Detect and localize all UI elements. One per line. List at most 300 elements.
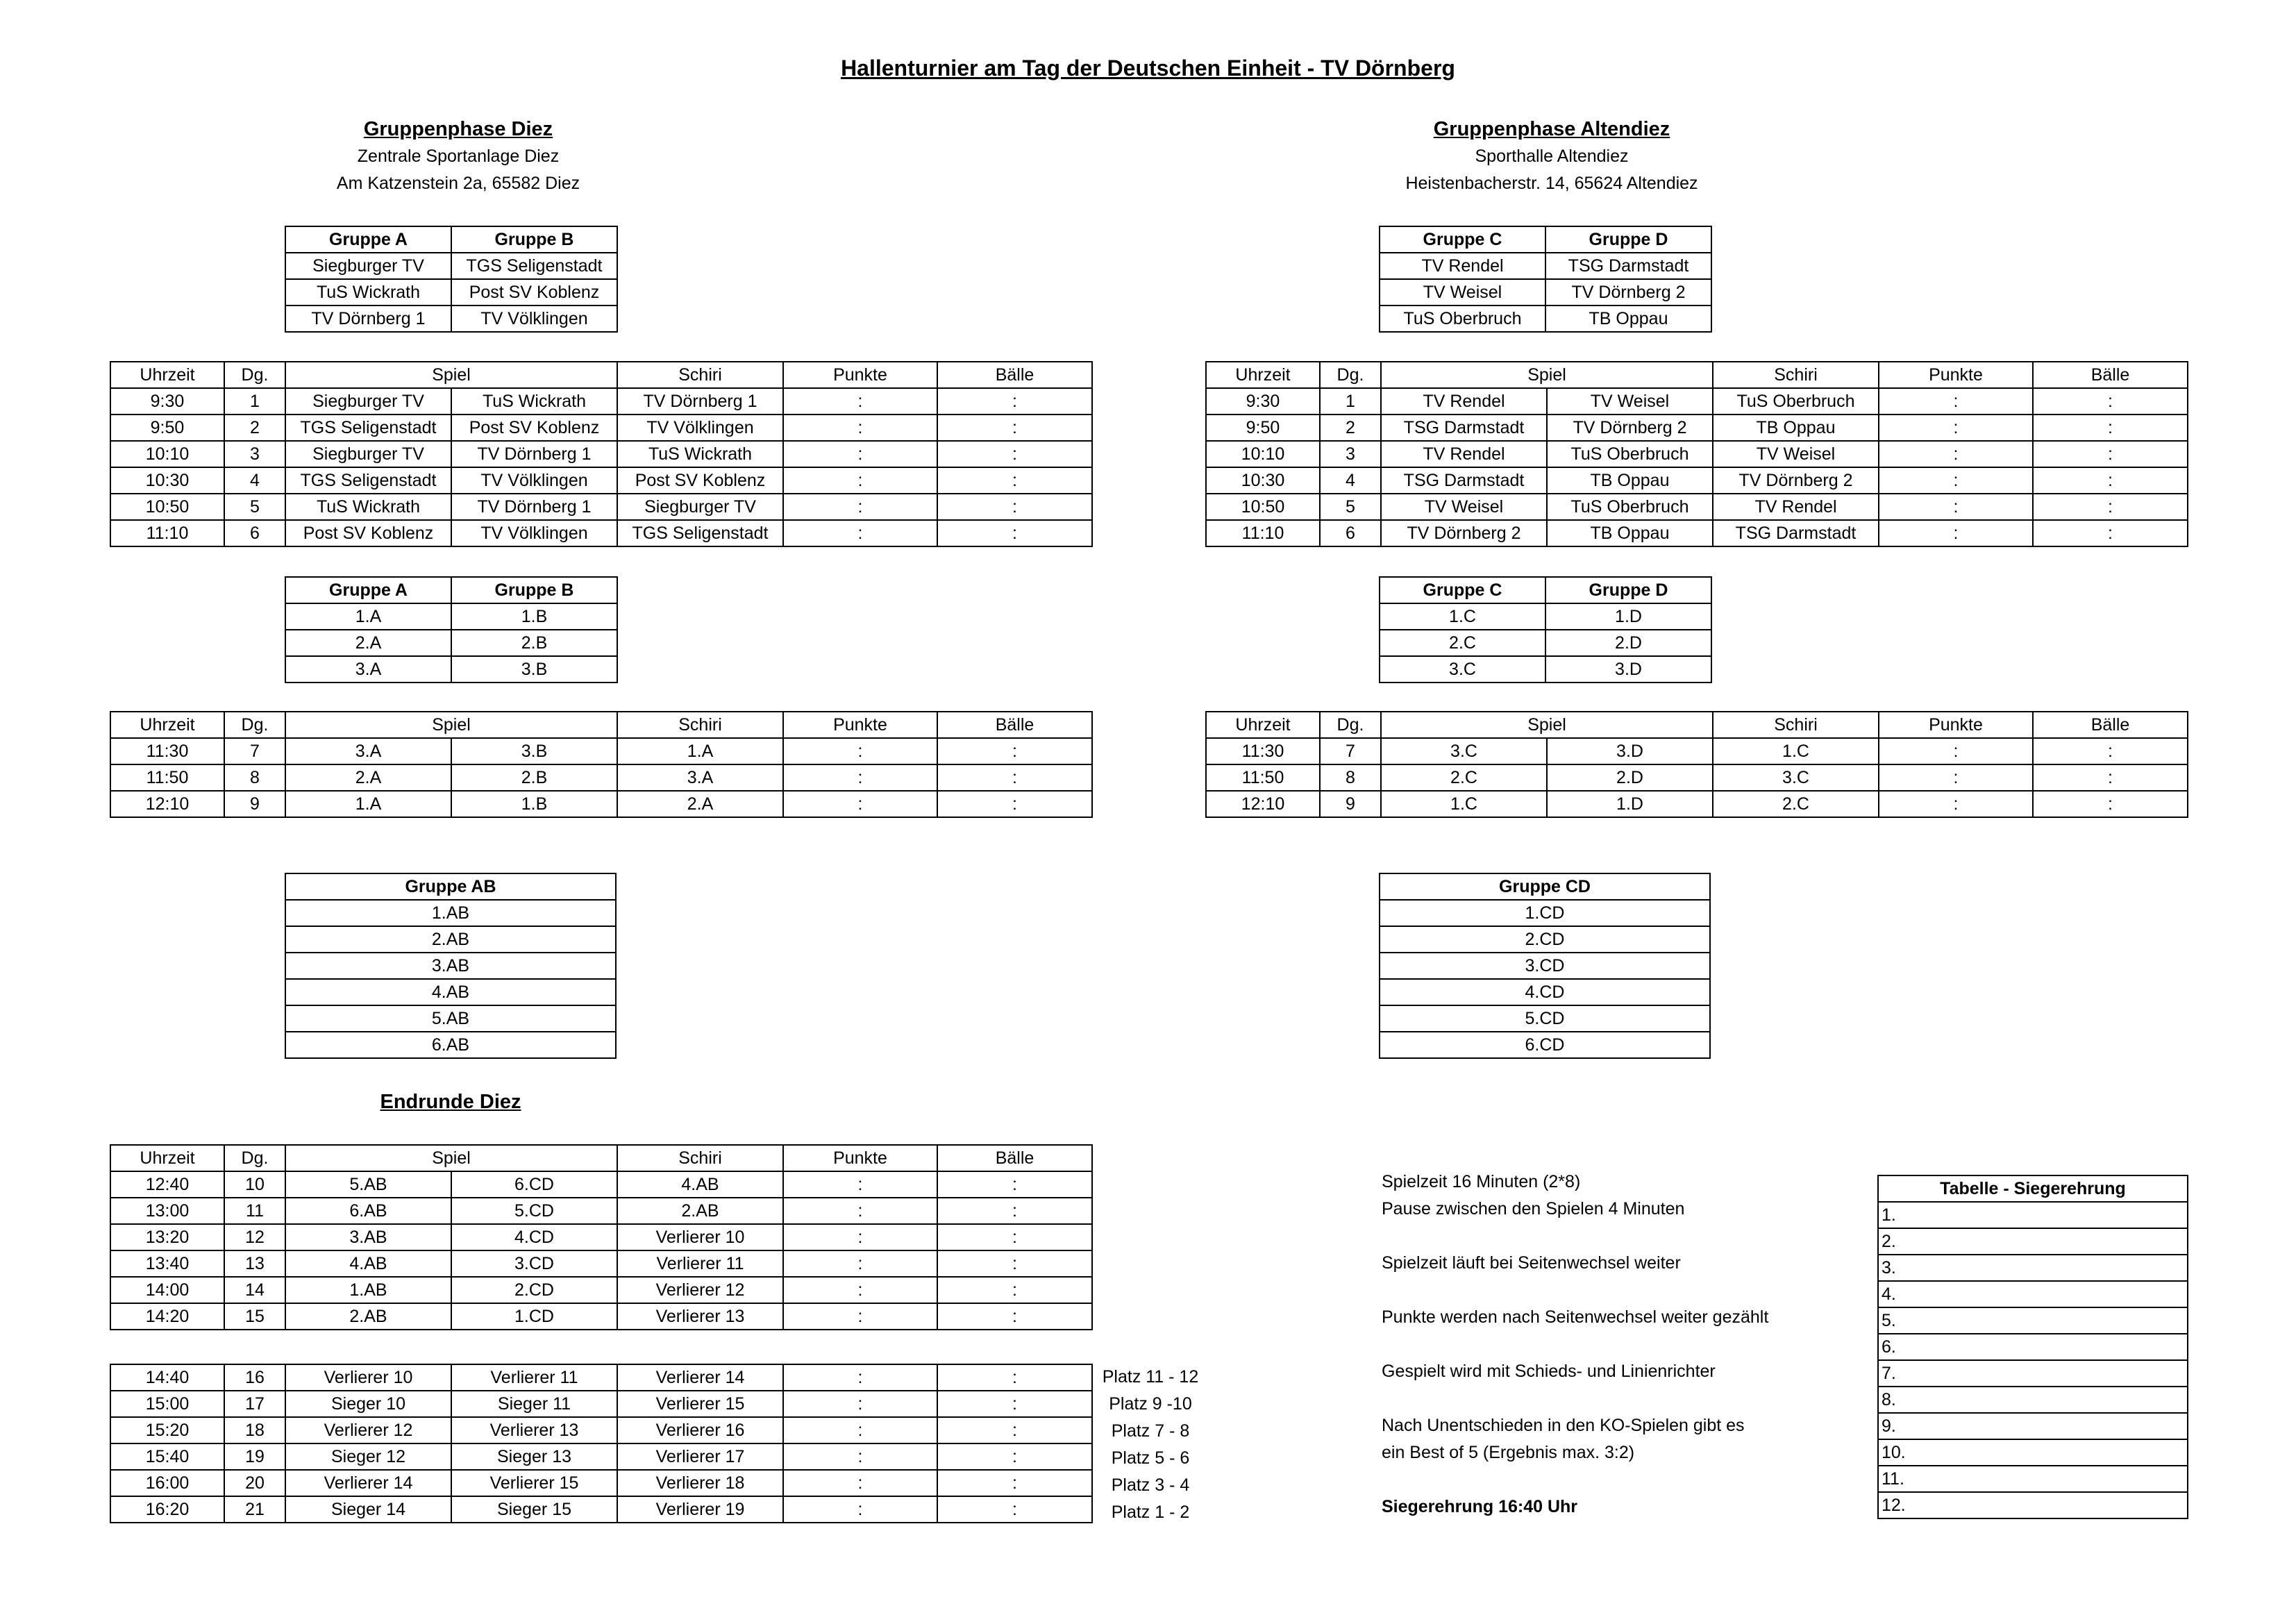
round-cell: 6 (1320, 520, 1381, 546)
time-cell: 11:50 (1206, 764, 1320, 791)
rank-cell: 6.CD (1380, 1032, 1710, 1058)
group-header: Gruppe D (1545, 226, 1711, 253)
col-header-referee: Schiri (617, 1145, 783, 1171)
round-cell: 17 (224, 1391, 285, 1417)
col-header-referee: Schiri (617, 712, 783, 738)
team-cell: 1.B (451, 603, 617, 630)
col-header-time: Uhrzeit (1206, 712, 1320, 738)
rank-cell: 6. (1878, 1334, 2188, 1360)
points-cell: : (783, 1171, 937, 1198)
points-cell: : (783, 791, 937, 817)
schedule-group-phase-altendiez (1205, 361, 2188, 547)
points-cell: : (783, 1303, 937, 1330)
team-away-cell: TuS Oberbruch (1547, 441, 1713, 467)
team-home-cell: TV Rendel (1381, 388, 1547, 415)
team-home-cell: 2.AB (285, 1303, 451, 1330)
schedule-placement-altendiez (1205, 711, 2188, 818)
col-header-game: Spiel (1381, 712, 1713, 738)
team-cell: TV Dörnberg 1 (285, 305, 451, 332)
col-header-game: Spiel (285, 1145, 617, 1171)
table-row (1878, 1228, 2188, 1255)
table-row (1878, 1334, 2188, 1360)
col-header-time: Uhrzeit (110, 712, 224, 738)
team-cell: TV Weisel (1380, 279, 1545, 305)
table-row (285, 630, 617, 656)
points-cell: : (783, 467, 937, 494)
table-row (110, 1443, 1092, 1470)
referee-cell: 2.C (1713, 791, 1879, 817)
points-cell: : (783, 1443, 937, 1470)
rank-cell: 4.CD (1380, 979, 1710, 1005)
time-cell: 16:00 (110, 1470, 224, 1496)
team-cell: TV Dörnberg 2 (1545, 279, 1711, 305)
time-cell: 13:20 (110, 1224, 224, 1250)
note-tiebreak-1: Nach Unentschieden in den KO-Spielen gibt es (1382, 1416, 1745, 1435)
points-cell: : (1879, 441, 2033, 467)
time-cell: 15:20 (110, 1417, 224, 1443)
group-header: Gruppe D (1545, 577, 1711, 603)
team-away-cell: TB Oppau (1547, 520, 1713, 546)
team-home-cell: 3.C (1381, 738, 1547, 764)
right-venue: Sporthalle Altendiez (1475, 147, 1629, 166)
right-address: Heistenbacherstr. 14, 65624 Altendiez (1405, 174, 1698, 193)
referee-cell: TV Dörnberg 2 (1713, 467, 1879, 494)
team-home-cell: Post SV Koblenz (285, 520, 451, 546)
table-row (1206, 764, 2188, 791)
referee-cell: Verlierer 11 (617, 1250, 783, 1277)
table-row (285, 279, 617, 305)
rank-cell: 4.AB (285, 979, 616, 1005)
table-row (1380, 1005, 1710, 1032)
group-header: Gruppe CD (1380, 873, 1710, 900)
team-home-cell: TSG Darmstadt (1381, 467, 1547, 494)
table-row (110, 791, 1092, 817)
placement-labels (1091, 1364, 1209, 1526)
round-cell: 21 (224, 1496, 285, 1523)
balls-cell: : (937, 1391, 1092, 1417)
team-away-cell: TuS Oberbruch (1547, 494, 1713, 520)
team-cell: TV Völklingen (451, 305, 617, 332)
table-row (285, 1032, 616, 1058)
col-header-game: Spiel (285, 362, 617, 388)
table-row (1206, 791, 2188, 817)
time-cell: 11:10 (110, 520, 224, 546)
col-header-balls: Bälle (2033, 362, 2188, 388)
referee-cell: Verlierer 19 (617, 1496, 783, 1523)
note-points: Punkte werden nach Seitenwechsel weiter gezählt (1382, 1307, 1769, 1327)
col-header-referee: Schiri (1713, 712, 1879, 738)
table-row (110, 1198, 1092, 1224)
table-row (1878, 1281, 2188, 1307)
group-header: Gruppe B (451, 226, 617, 253)
balls-cell: : (937, 1198, 1092, 1224)
time-cell: 13:40 (110, 1250, 224, 1277)
team-away-cell: 5.CD (451, 1198, 617, 1224)
team-cell: 3.C (1380, 656, 1545, 683)
placement-label: Platz 1 - 2 (1111, 1502, 1190, 1522)
balls-cell: : (937, 467, 1092, 494)
left-address: Am Katzenstein 2a, 65582 Diez (336, 174, 580, 193)
balls-cell: : (937, 1496, 1092, 1523)
referee-cell: Verlierer 13 (617, 1303, 783, 1330)
round-cell: 20 (224, 1470, 285, 1496)
team-home-cell: TV Weisel (1381, 494, 1547, 520)
round-cell: 19 (224, 1443, 285, 1470)
team-cell: TGS Seligenstadt (451, 253, 617, 279)
left-heading: Gruppenphase Diez (363, 118, 553, 140)
table-row (110, 520, 1092, 546)
col-header-points: Punkte (783, 362, 937, 388)
table-row (1878, 1492, 2188, 1518)
time-cell: 11:10 (1206, 520, 1320, 546)
team-away-cell: Post SV Koblenz (451, 415, 617, 441)
points-cell: : (1879, 764, 2033, 791)
schedule-placement-diez (110, 711, 1093, 818)
points-cell: : (783, 764, 937, 791)
team-home-cell: Verlierer 10 (285, 1364, 451, 1391)
points-cell: : (783, 738, 937, 764)
team-cell: 2.A (285, 630, 451, 656)
team-away-cell: TV Dörnberg 2 (1547, 415, 1713, 441)
table-row (110, 738, 1092, 764)
points-cell: : (783, 1417, 937, 1443)
team-away-cell: Verlierer 15 (451, 1470, 617, 1496)
referee-cell: Verlierer 10 (617, 1224, 783, 1250)
time-cell: 9:50 (1206, 415, 1320, 441)
rank-cell: 2.AB (285, 926, 616, 953)
team-away-cell: 2.CD (451, 1277, 617, 1303)
col-header-points: Punkte (1879, 362, 2033, 388)
referee-cell: 2.AB (617, 1198, 783, 1224)
table-row (110, 1224, 1092, 1250)
col-header-game: Spiel (1381, 362, 1713, 388)
round-cell: 12 (224, 1224, 285, 1250)
team-away-cell: TV Völklingen (451, 520, 617, 546)
time-cell: 12:10 (110, 791, 224, 817)
table-row (1878, 1413, 2188, 1439)
team-cell: TuS Wickrath (285, 279, 451, 305)
group-ab-table (285, 873, 617, 1059)
team-cell: 3.D (1545, 656, 1711, 683)
note-playtime: Spielzeit 16 Minuten (2*8) (1382, 1172, 1581, 1191)
points-cell: : (783, 1391, 937, 1417)
time-cell: 12:10 (1206, 791, 1320, 817)
balls-cell: : (937, 441, 1092, 467)
col-header-game: Spiel (285, 712, 617, 738)
group-header: Gruppe C (1380, 226, 1545, 253)
left-header (285, 116, 632, 197)
team-cell: 2.B (451, 630, 617, 656)
points-cell: : (1879, 415, 2033, 441)
rank-cell: 12. (1878, 1492, 2188, 1518)
table-row (1206, 494, 2188, 520)
table-row (1878, 1439, 2188, 1466)
col-header-time: Uhrzeit (110, 362, 224, 388)
balls-cell: : (937, 520, 1092, 546)
table-row (110, 441, 1092, 467)
round-cell: 14 (224, 1277, 285, 1303)
placement-label: Platz 5 - 6 (1111, 1448, 1190, 1468)
col-header-referee: Schiri (617, 362, 783, 388)
rank-cell: 3.CD (1380, 953, 1710, 979)
team-cell: 3.A (285, 656, 451, 683)
time-cell: 13:00 (110, 1198, 224, 1224)
col-header-points: Punkte (783, 712, 937, 738)
team-home-cell: 2.A (285, 764, 451, 791)
rank-cell: 7. (1878, 1360, 2188, 1387)
points-cell: : (1879, 791, 2033, 817)
col-header-points: Punkte (1879, 712, 2033, 738)
points-cell: : (1879, 738, 2033, 764)
round-cell: 3 (1320, 441, 1381, 467)
balls-cell: : (937, 738, 1092, 764)
round-cell: 15 (224, 1303, 285, 1330)
balls-cell: : (937, 1250, 1092, 1277)
rank-cell: 3. (1878, 1255, 2188, 1281)
referee-cell: Siegburger TV (617, 494, 783, 520)
balls-cell: : (2033, 520, 2188, 546)
team-home-cell: 3.AB (285, 1224, 451, 1250)
round-cell: 7 (224, 738, 285, 764)
rank-cell: 9. (1878, 1413, 2188, 1439)
balls-cell: : (2033, 388, 2188, 415)
table-row (1878, 1466, 2188, 1492)
team-away-cell: TV Völklingen (451, 467, 617, 494)
final-heading: Endrunde Diez (380, 1091, 521, 1113)
balls-cell: : (937, 1277, 1092, 1303)
table-row (1380, 900, 1710, 926)
table-row (285, 603, 617, 630)
table-row (285, 979, 616, 1005)
round-cell: 16 (224, 1364, 285, 1391)
team-cell: Post SV Koblenz (451, 279, 617, 305)
round-cell: 10 (224, 1171, 285, 1198)
referee-cell: Post SV Koblenz (617, 467, 783, 494)
referee-cell: TV Weisel (1713, 441, 1879, 467)
team-home-cell: TSG Darmstadt (1381, 415, 1547, 441)
placement-label: Platz 9 -10 (1109, 1394, 1192, 1414)
rank-cell: 1.CD (1380, 900, 1710, 926)
points-cell: : (783, 494, 937, 520)
team-away-cell: Sieger 13 (451, 1443, 617, 1470)
team-away-cell: Verlierer 11 (451, 1364, 617, 1391)
table-row (285, 305, 617, 332)
points-cell: : (783, 1224, 937, 1250)
balls-cell: : (2033, 441, 2188, 467)
referee-cell: 1.C (1713, 738, 1879, 764)
table-row (110, 1417, 1092, 1443)
referee-cell: TSG Darmstadt (1713, 520, 1879, 546)
rank-cell: 5.CD (1380, 1005, 1710, 1032)
balls-cell: : (937, 1417, 1092, 1443)
table-row (1206, 441, 2188, 467)
points-cell: : (783, 520, 937, 546)
referee-cell: Verlierer 16 (617, 1417, 783, 1443)
points-cell: : (1879, 520, 2033, 546)
table-row (1380, 603, 1711, 630)
col-header-time: Uhrzeit (1206, 362, 1320, 388)
points-cell: : (783, 388, 937, 415)
group-header: Gruppe A (285, 577, 451, 603)
table-row (1206, 415, 2188, 441)
team-cell: Siegburger TV (285, 253, 451, 279)
points-cell: : (783, 1364, 937, 1391)
time-cell: 15:40 (110, 1443, 224, 1470)
balls-cell: : (937, 764, 1092, 791)
table-row (110, 1303, 1092, 1330)
round-cell: 4 (1320, 467, 1381, 494)
team-home-cell: 6.AB (285, 1198, 451, 1224)
col-header-round: Dg. (224, 362, 285, 388)
table-row (1206, 388, 2188, 415)
rank-cell: 2. (1878, 1228, 2188, 1255)
rank-cell: 2.CD (1380, 926, 1710, 953)
table-row (1380, 979, 1710, 1005)
round-cell: 13 (224, 1250, 285, 1277)
table-row (1878, 1202, 2188, 1228)
left-venue: Zentrale Sportanlage Diez (357, 147, 560, 166)
referee-cell: TV Rendel (1713, 494, 1879, 520)
team-home-cell: TGS Seligenstadt (285, 415, 451, 441)
referee-cell: Verlierer 15 (617, 1391, 783, 1417)
round-cell: 5 (1320, 494, 1381, 520)
rank-cell: 1.AB (285, 900, 616, 926)
round-cell: 4 (224, 467, 285, 494)
table-row (285, 656, 617, 683)
col-header-balls: Bälle (937, 362, 1092, 388)
team-home-cell: Verlierer 14 (285, 1470, 451, 1496)
rank-cell: 5. (1878, 1307, 2188, 1334)
table-row (1878, 1360, 2188, 1387)
table-row (110, 1496, 1092, 1523)
table-row (1380, 305, 1711, 332)
time-cell: 12:40 (110, 1171, 224, 1198)
team-cell: 2.C (1380, 630, 1545, 656)
points-cell: : (783, 415, 937, 441)
team-home-cell: Sieger 14 (285, 1496, 451, 1523)
referee-cell: 4.AB (617, 1171, 783, 1198)
balls-cell: : (2033, 415, 2188, 441)
balls-cell: : (2033, 791, 2188, 817)
table-row (1206, 738, 2188, 764)
table-row (1380, 630, 1711, 656)
team-away-cell: 1.CD (451, 1303, 617, 1330)
table-row (1206, 520, 2188, 546)
referee-cell: 3.A (617, 764, 783, 791)
team-home-cell: 1.AB (285, 1277, 451, 1303)
team-away-cell: 4.CD (451, 1224, 617, 1250)
table-row (1878, 1387, 2188, 1413)
table-row (110, 1391, 1092, 1417)
referee-cell: TB Oppau (1713, 415, 1879, 441)
table-row (285, 1005, 616, 1032)
referee-cell: TGS Seligenstadt (617, 520, 783, 546)
col-header-balls: Bälle (2033, 712, 2188, 738)
final-header (285, 1089, 617, 1116)
group-header: Gruppe A (285, 226, 451, 253)
note-break: Pause zwischen den Spielen 4 Minuten (1382, 1199, 1685, 1219)
right-heading: Gruppenphase Altendiez (1433, 118, 1670, 140)
points-cell: : (783, 441, 937, 467)
col-header-balls: Bälle (937, 712, 1092, 738)
team-home-cell: 2.C (1381, 764, 1547, 791)
table-row (1206, 467, 2188, 494)
points-cell: : (1879, 467, 2033, 494)
team-away-cell: 3.CD (451, 1250, 617, 1277)
team-away-cell: TV Dörnberg 1 (451, 441, 617, 467)
time-cell: 10:50 (1206, 494, 1320, 520)
team-cell: 3.B (451, 656, 617, 683)
team-away-cell: 3.D (1547, 738, 1713, 764)
points-cell: : (783, 1277, 937, 1303)
right-header (1378, 116, 1725, 197)
balls-cell: : (937, 1171, 1092, 1198)
referee-cell: TuS Oberbruch (1713, 388, 1879, 415)
rank-cell: 5.AB (285, 1005, 616, 1032)
team-home-cell: Sieger 10 (285, 1391, 451, 1417)
group-header: Tabelle - Siegerehrung (1878, 1175, 2188, 1202)
table-row (1878, 1255, 2188, 1281)
group-cd-table (1379, 873, 1711, 1059)
table-row (110, 764, 1092, 791)
points-cell: : (783, 1198, 937, 1224)
balls-cell: : (2033, 738, 2188, 764)
table-row (285, 253, 617, 279)
schedule-group-phase-diez (110, 361, 1093, 547)
team-home-cell: TV Rendel (1381, 441, 1547, 467)
table-row (285, 953, 616, 979)
round-cell: 9 (1320, 791, 1381, 817)
time-cell: 14:20 (110, 1303, 224, 1330)
note-tiebreak-2: ein Best of 5 (Ergebnis max. 3:2) (1382, 1443, 1635, 1462)
time-cell: 9:50 (110, 415, 224, 441)
referee-cell: TV Völklingen (617, 415, 783, 441)
round-cell: 1 (224, 388, 285, 415)
table-row (110, 1250, 1092, 1277)
team-home-cell: 4.AB (285, 1250, 451, 1277)
team-home-cell: TuS Wickrath (285, 494, 451, 520)
balls-cell: : (937, 1303, 1092, 1330)
time-cell: 10:10 (110, 441, 224, 467)
team-cell: TSG Darmstadt (1545, 253, 1711, 279)
referee-cell: Verlierer 12 (617, 1277, 783, 1303)
note-clock: Spielzeit läuft bei Seitenwechsel weiter (1382, 1253, 1681, 1273)
rank-cell: 1. (1878, 1202, 2188, 1228)
col-header-round: Dg. (1320, 362, 1381, 388)
team-away-cell: TV Dörnberg 1 (451, 494, 617, 520)
team-away-cell: Sieger 15 (451, 1496, 617, 1523)
round-cell: 2 (1320, 415, 1381, 441)
team-cell: 2.D (1545, 630, 1711, 656)
rank-cell: 6.AB (285, 1032, 616, 1058)
team-home-cell: 3.A (285, 738, 451, 764)
table-row (1380, 656, 1711, 683)
round-cell: 6 (224, 520, 285, 546)
team-away-cell: 1.D (1547, 791, 1713, 817)
balls-cell: : (2033, 764, 2188, 791)
team-home-cell: 1.A (285, 791, 451, 817)
team-home-cell: TV Dörnberg 2 (1381, 520, 1547, 546)
team-home-cell: 5.AB (285, 1171, 451, 1198)
round-cell: 5 (224, 494, 285, 520)
team-away-cell: TuS Wickrath (451, 388, 617, 415)
time-cell: 9:30 (1206, 388, 1320, 415)
col-header-time: Uhrzeit (110, 1145, 224, 1171)
table-row (110, 1171, 1092, 1198)
time-cell: 11:30 (1206, 738, 1320, 764)
round-cell: 7 (1320, 738, 1381, 764)
round-cell: 2 (224, 415, 285, 441)
